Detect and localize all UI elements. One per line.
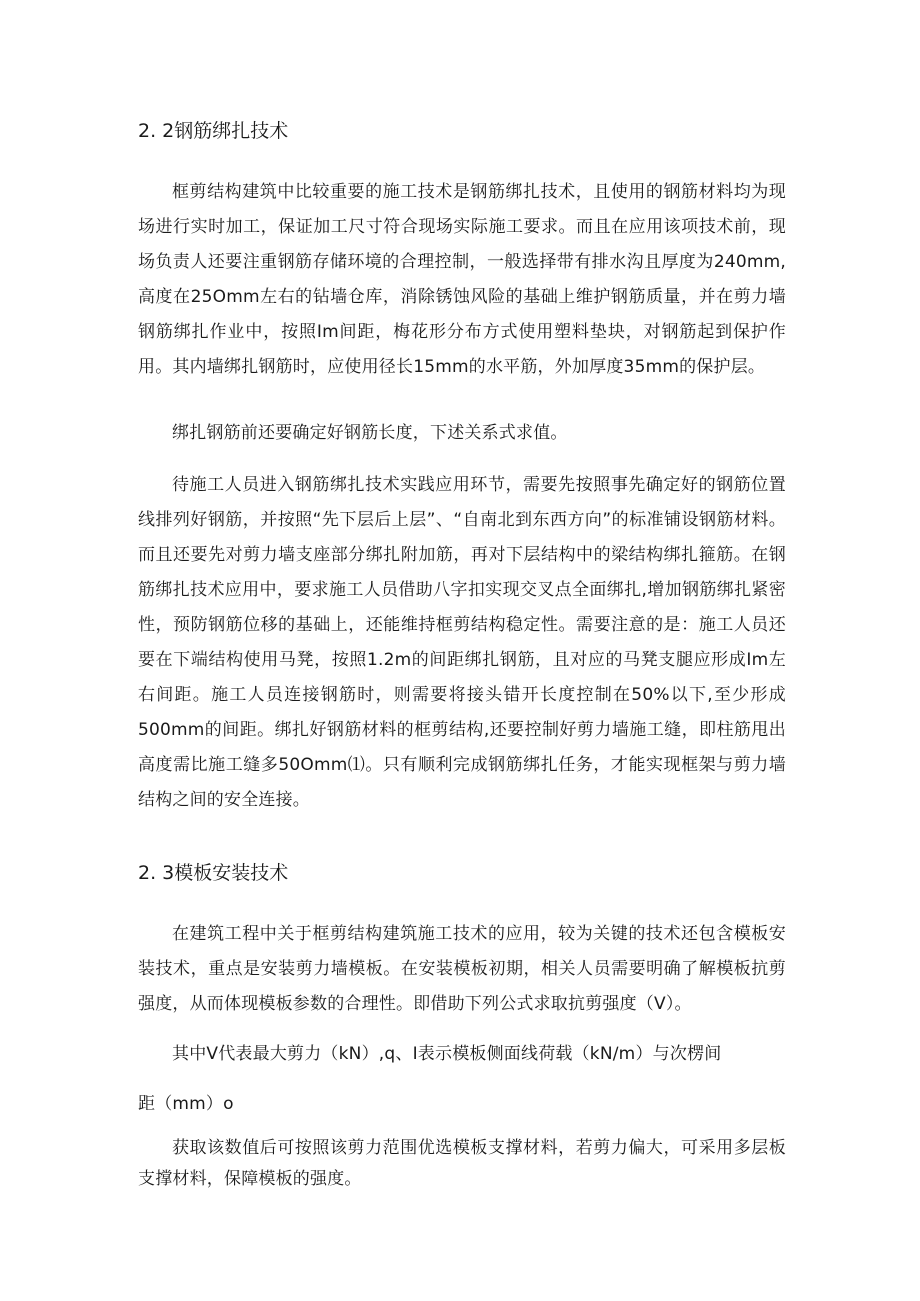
section-heading-2-3: 2. 3模板安装技术: [138, 862, 289, 884]
paragraph-rebar-binding-process: 待施工人员进入钢筋绑扎技术实践应用环节，需要先按照事先确定好的钢筋位置线排列好钢筋，并按照“先下层后上层”、“自南北到东西方向”的标准铺设钢筋材料。而且还要先对剪力墙支座部分绑扎附加筋，再对下层结构中的梁结构绑扎箍筋。在钢筋绑扎技术应用中，要求施工人员借助八字扣实现交叉点全面绑扎,增加钢筋绑扎紧密性，预防钢筋位移的基础上，还能维持框剪结构稳定性。需要注意的是：施工人员还要在下端结构使用马凳，按照1.2m的间距绑扎钢筋，且对应的马凳支腿应形成Im左右间距。施工人员连接钢筋时，则需要将接头错开长度控制在50%以下,至少形成500mm的间距。绑扎好钢筋材料的框剪结构,还要控制好剪力墙施工缝，即柱筋甩出高度需比施工缝多50Omm⑴。只有顺利完成钢筋绑扎任务，才能实现框架与剪力墙结构之间的安全连接。: [138, 475, 786, 810]
paragraph-formula-legend-line2: 距（mm）o: [138, 1094, 234, 1114]
paragraph-rebar-storage: 框剪结构建筑中比较重要的施工技术是钢筋绑扎技术，且使用的钢筋材料均为现场进行实时加工，保证加工尺寸符合现场实际施工要求。而且在应用该项技术前，现场负责人还要注重钢筋存储环境的合理控制，一般选择带有排水沟且厚度为240mm,高度在25Omm左右的钻墙仓库，消除锈蚀风险的基础上维护钢筋质量，并在剪力墙钢筋绑扎作业中，按照Im间距，梅花形分布方式使用塑料垫块，对钢筋起到保护作用。其内墙绑扎钢筋时，应使用径长15mm的水平筋，外加厚度35mm的保护层。: [138, 182, 786, 377]
section-heading-2-2: 2. 2钢筋绑扎技术: [138, 120, 289, 142]
paragraph-formwork-support: 获取该数值后可按照该剪力范围优选模板支撑材料，若剪力偏大，可采用多层板支撑材料，保障模板的强度。: [138, 1138, 786, 1189]
paragraph-rebar-length: 绑扎钢筋前还要确定好钢筋长度，下述关系式求值。: [172, 423, 568, 443]
paragraph-formula-legend-line1: 其中V代表最大剪力（kN）,q、I表示模板侧面线荷载（kN∕m）与次楞间: [172, 1044, 722, 1064]
paragraph-formwork-intro: 在建筑工程中关于框剪结构建筑施工技术的应用，较为关键的技术还包含模板安装技术，重点是安装剪力墙模板。在安装模板初期，相关人员需要明确了解模板抗剪强度，从而体现模板参数的合理性。即借助下列公式求取抗剪强度（V）。: [138, 924, 786, 1014]
